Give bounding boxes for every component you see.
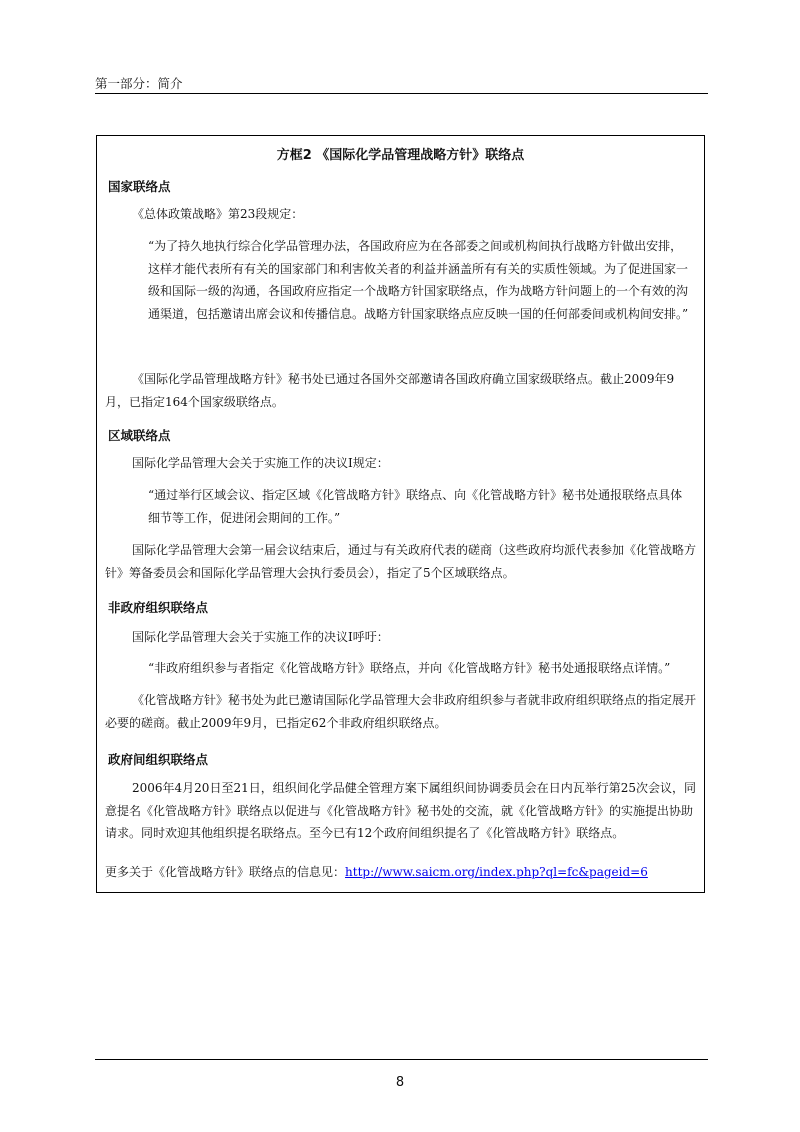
- heading-regional: 区域联络点: [108, 428, 171, 443]
- running-header: 第一部分：简介: [95, 76, 183, 91]
- page-number: 8: [395, 1075, 405, 1090]
- ngo-quote: “非政府组织参与者指定《化管战略方针》联络点，并向《化管战略方针》秘书处通报联络点详情。”: [148, 661, 671, 675]
- regional-intro: 国际化学品管理大会关于实施工作的决议I规定：: [132, 456, 389, 470]
- ngo-intro: 国际化学品管理大会关于实施工作的决议I呼吁：: [132, 630, 389, 644]
- box-title: 方框2 《国际化学品管理战略方针》联络点: [276, 148, 525, 163]
- ngo-paragraph: 《化管战略方针》秘书处为此已邀请国际化学品管理大会非政府组织参与者就非政府组织联络点的指定展开必要的磋商。截止2009年9月，已指定62个非政府组织联络点。: [105, 693, 697, 730]
- national-intro: 《总体政策战略》第23段规定：: [132, 207, 304, 221]
- heading-ngo: 非政府组织联络点: [108, 600, 209, 615]
- saicm-link[interactable]: http://www.saicm.org/index.php?ql=fc&pageid=6: [345, 865, 648, 879]
- more-info-label: 更多关于《化管战略方针》联络点的信息见：: [105, 865, 346, 879]
- box-2-focal-points: [96, 135, 705, 893]
- national-paragraph: 《国际化学品管理战略方针》秘书处已通过各国外交部邀请各国政府确立国家级联络点。截止2009年9月，已指定164个国家级联络点。: [105, 372, 675, 409]
- more-info-line: [105, 861, 697, 884]
- heading-national: 国家联络点: [108, 179, 171, 194]
- regional-paragraph: 国际化学品管理大会第一届会议结束后，通过与有关政府代表的磋商（这些政府均派代表参加《化管战略方针》筹备委员会和国际化学品管理大会执行委员会），指定了5个区域联络点。: [105, 543, 697, 580]
- footer-rule: [95, 1059, 708, 1060]
- header-rule: [95, 93, 708, 94]
- igo-paragraph: 2006年4月20日至21日，组织间化学品健全管理方案下属组织间协调委员会在日内瓦举行第25次会议，同意提名《化管战略方针》联络点以促进与《化管战略方针》秘书处的交流，就《化管战略方针》的实施提出协助请求。同时欢迎其他组织提名联络点。至今已有12个政府间组织提名了《化管战略方针》联络点。: [105, 781, 696, 840]
- regional-quote: “通过举行区域会议、指定区域《化管战略方针》联络点、向《化管战略方针》秘书处通报联络点具体细节等工作，促进闭会期间的工作。”: [148, 488, 683, 525]
- heading-igo: 政府间组织联络点: [108, 752, 209, 767]
- national-quote: “为了持久地执行综合化学品管理办法，各国政府应为在各部委之间或机构间执行战略方针做出安排，这样才能代表所有有关的国家部门和利害攸关者的利益并涵盖所有有关的实质性领域。为了促进国家一级和国际一级的沟通，各国政府应指定一个战略方针国家联络点，作为战略方针问题上的一个有效的沟通渠道，包括邀请出席会议和传播信息。战略方针国家联络点应反映一国的任何部委间或机构间安排。”: [148, 239, 689, 321]
